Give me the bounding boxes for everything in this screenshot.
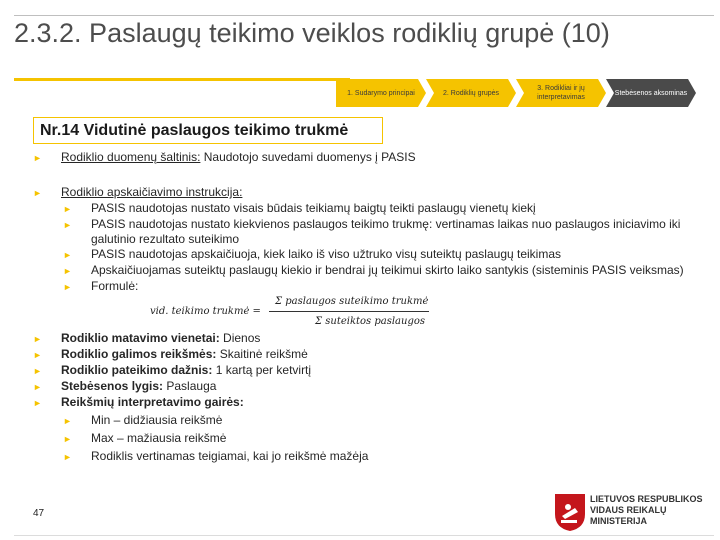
detail-row [33,363,693,379]
formula-lhs: vid. teikimo trukmė = [150,306,261,317]
detail-label: Stebėsenos lygis: [61,379,164,393]
guideline-item [33,431,693,447]
source-value: Naudotojo suvedami duomenys į PASIS [200,150,416,164]
step-navigation [336,79,696,107]
step-3[interactable] [516,79,606,107]
bullet-arrow-icon: ► [33,334,42,344]
guideline-item [33,449,693,465]
detail-value: Paslauga [163,379,217,393]
bottom-divider [14,535,714,536]
coat-of-arms-logo [553,492,587,532]
detail-label: Reikšmių interpretavimo gairės: [61,395,244,409]
calc-item [33,217,693,247]
step-2[interactable] [426,79,516,107]
calc-item-text: Apskaičiuojamas suteiktų paslaugų kiekio ir bendrai jų teikimui skirto laiko santykis (sisteminis PASIS veiksmas) [91,263,684,277]
detail-row [33,347,693,363]
source-row [33,150,693,166]
bullet-arrow-icon: ► [33,382,42,392]
bullet-arrow-icon: ► [63,452,72,462]
fraction-bar [269,311,429,312]
calc-item-text: PASIS naudotojas nustato visais būdais teikiamų baigtų teikti paslaugų vienetų kiekį [91,201,536,215]
org-line: VIDAUS REIKALŲ [590,505,667,515]
title-underline [14,78,350,81]
detail-value: Skaitinė reikšmė [216,347,308,361]
detail-row [33,395,693,411]
detail-label: Rodiklio pateikimo dažnis: [61,363,213,377]
source-text [61,150,416,166]
org-line: MINISTERIJA [590,516,648,526]
bullet-arrow-icon: ► [33,398,42,408]
bullet-arrow-icon: ► [63,250,72,260]
detail-label: Rodiklio matavimo vienetai: [61,331,220,345]
calc-item [33,247,693,263]
bullet-arrow-icon: ► [63,266,72,276]
calc-item [33,201,693,217]
bullet-arrow-icon: ► [33,188,42,198]
step-1-label: 1. Sudarymo principai [347,89,415,97]
bullet-arrow-icon: ► [63,416,72,426]
detail-value: 1 kartą per ketvirtį [212,363,312,377]
formula-numerator: Σ paslaugos suteikimo trukmė [275,296,429,307]
page-number: 47 [33,508,45,519]
guideline-text: Min – didžiausia reikšmė [91,413,223,427]
step-2-label: 2. Rodiklių grupės [442,89,500,97]
bullet-arrow-icon: ► [63,220,72,230]
bullet-arrow-icon: ► [33,350,42,360]
formula [33,295,693,331]
guideline-item [33,413,693,429]
top-divider [14,15,714,16]
detail-row [33,331,693,347]
section-title: Nr.14 Vidutinė paslaugos teikimo trukmė [40,122,349,139]
guideline-text: Max – mažiausia reikšmė [91,431,227,445]
detail-label: Rodiklio galimos reikšmės: [61,347,217,361]
organization-name [590,494,703,527]
detail-row [33,379,693,395]
bullet-arrow-icon: ► [33,153,42,163]
bullet-arrow-icon: ► [63,282,72,292]
bullet-arrow-icon: ► [33,366,42,376]
calc-item [33,263,693,279]
calc-item-text: PASIS naudotojas nustato kiekvienos paslaugos teikimo trukmę: vertinamas laikas nuo paslaugos iniciavimo iki galutinio rezultato suteikimo [91,217,681,246]
calc-item [33,279,693,295]
calc-item-text: PASIS naudotojas apskaičiuoja, kiek laiko iš viso užtruko visų suteiktų paslaugų teikimas [91,247,562,261]
bullet-arrow-icon: ► [63,204,72,214]
content-body [33,146,693,465]
step-3-label: 3. Rodikliai ir jų interpretavimas [537,85,585,101]
step-4[interactable] [606,79,696,107]
formula-fraction [269,294,429,329]
page-title: 2.3.2. Paslaugų teikimo veiklos rodiklių grupė (10) [14,18,610,48]
guideline-text: Rodiklis vertinamas teigiamai, kai jo reikšmė mažėja [91,449,369,463]
source-label: Rodiklio duomenų šaltinis: [61,150,201,164]
org-line: LIETUVOS RESPUBLIKOS [590,494,703,504]
calc-row [33,185,693,201]
formula-denominator: Σ suteiktos paslaugos [315,316,426,327]
bullet-arrow-icon: ► [63,434,72,444]
calc-label: Rodiklio apskaičiavimo instrukcija: [61,185,243,199]
step-1[interactable] [336,79,426,107]
detail-value: Dienos [219,331,261,345]
calc-item-text: Formulė: [91,279,139,293]
step-4-label: Stebėsenos aksominas [614,89,688,97]
